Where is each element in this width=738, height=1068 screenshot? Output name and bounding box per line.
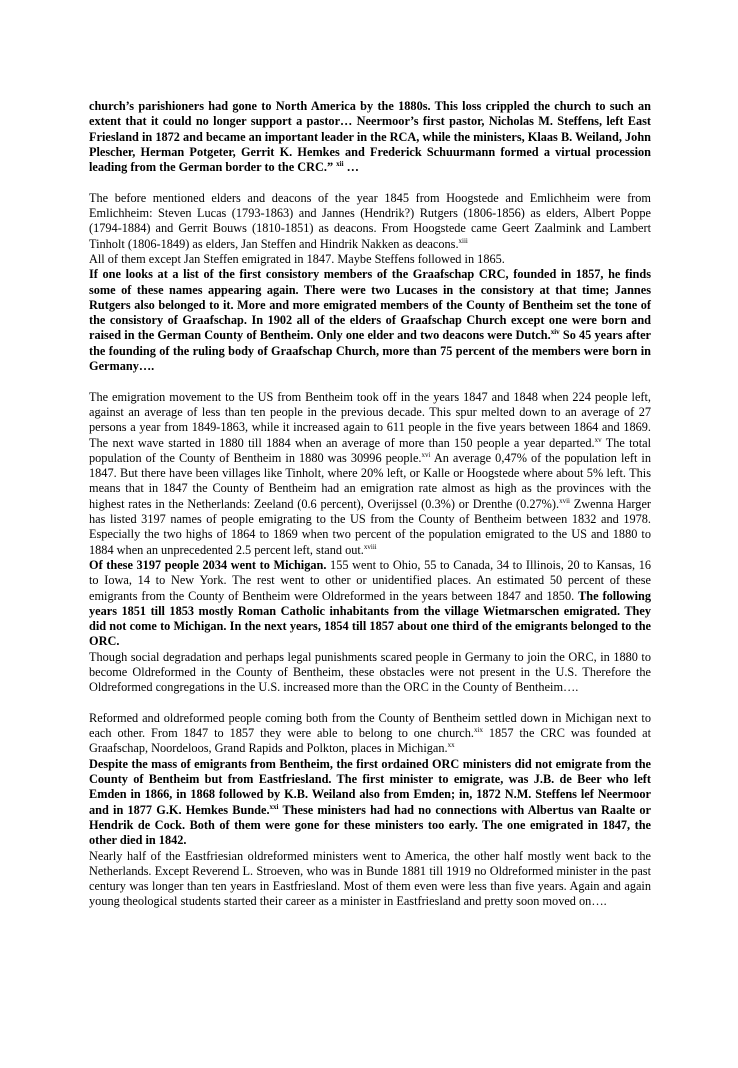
- text-run: 1857 the CRC was founded at Graafschap, Noordeloos, Grand Rapids and Polkton, places in Michigan.: [89, 726, 651, 756]
- text-run: The emigration movement to the US from Bentheim took off in the years 1847 and 1848 when 224 people left, against an average of less than ten people in the previous decade. This spur melted down to an average of 27 persons a year from 1849-1863, while it increased again to 611 people in the five years between 1864 and 1869. The next wave started in 1880 till 1884 when an average of more than 150 people a year departed.: [89, 389, 651, 450]
- paragraph-eastfriesian-ministers: [89, 849, 651, 910]
- paragraph-gap: [89, 175, 651, 190]
- footnote-marker: xiv: [550, 328, 560, 337]
- text-run: The before mentioned elders and deacons of the year 1845 from Hoogstede and Emlichheim were from Emlichheim: Steven Lucas (1793-1863) and Jannes (Hendrik?) Rutgers (1806-1856) as elders, Albert Poppe (1794-1884) and Gerrit Bouws (1810-1851) as deacons. From Hoogstede came Geert Zaalmink and Lambert Tinholt (1806-1849) as elders, Jan Steffen and Hindrik Nakken as deacons.: [89, 190, 651, 251]
- paragraph-gap: [89, 374, 651, 389]
- paragraph-quote-end: [89, 99, 651, 175]
- footnote-marker: xxi: [269, 802, 279, 811]
- text-run: The following years 1851 till 1853 mostly Roman Catholic inhabitants from the village Wietmarschen emigrated. They did not come to Michigan. In the next years, 1854 till 1857 about one third of the emigrants belonged to the ORC.: [89, 588, 651, 649]
- footnote-marker: xviii: [363, 542, 377, 551]
- footnote-marker: xiii: [458, 236, 468, 245]
- footnote-marker: xix: [474, 726, 483, 735]
- footnote-marker: xii: [336, 160, 344, 169]
- text-run: If one looks at a list of the first consistory members of the Graafschap CRC, founded in 1857, he finds some of these names appearing again. There were two Lucases in the consistory at that time; Jannes Rutgers also belonged to it. More and more emigrated members of the County of Bentheim set the tone of the consistory of Graafschap. In 1902 all of the elders of Graafschap Church except one were born and raised in the German County of Bentheim. Only one elder and two deacons were Dutch.: [89, 267, 651, 343]
- paragraph-emigration-movement: [89, 390, 651, 558]
- footnote-marker: xvii: [559, 496, 570, 505]
- text-run: Despite the mass of emigrants from Bentheim, the first ordained ORC ministers did not emigrate from the County of Bentheim but from Eastfriesland. The first minister to emigrate, was J.B. de Beer who left Emden in 1866, in 1868 followed by K.B. Weiland also from Emden; in, 1872 N.M. Steffens lef Neermoor and in 1877 G.K. Hemkes Bunde.: [89, 756, 651, 817]
- document-page: [89, 99, 651, 910]
- text-run: All of them except Jan Steffen emigrated in 1847. Maybe Steffens followed in 1865.: [89, 251, 505, 266]
- text-run: Nearly half of the Eastfriesian oldreformed ministers went to America, the other half mostly went back to the Netherlands. Except Reverend L. Stroeven, who was in Bunde 1881 till 1919 no Oldreformed minister in the past century was longer than ten years in Eastfriesland. Most of them even were less than five years. Again and again young theological students started their career as a minister in Eastfriesland and pretty soon moved on….: [89, 848, 651, 909]
- text-run: …: [343, 160, 359, 175]
- text-run: These ministers had had no connections with Albertus van Raalte or Hendrik de Cock. Both of them were gone for these ministers too early. The one emigrated in 1847, the other died in 1842.: [89, 802, 651, 848]
- text-run: An average 0,47% of the population left in 1847. But there have been villages like Tinholt, where 20% left, or Kalle or Hoogstede where about 5% left. This means that in 1847 the County of Bentheim had an emigration rate almost as high as the provinces with the highest rates in the Netherlands: Zeeland (0.6 percent), Overijssel (0.3%) or Drenthe (0.27%).: [89, 450, 651, 511]
- footnote-marker: xv: [594, 435, 602, 444]
- text-run: 155 went to Ohio, 55 to Canada, 34 to Illinois, 20 to Kansas, 16 to Iowa, 14 to New York. The rest went to other or unidentified places. An estimated 50 percent of these emigrants from the County of Bentheim were Oldreformed in the years between 1847 and 1850.: [89, 557, 651, 603]
- text-run: Reformed and oldreformed people coming both from the County of Bentheim settled down in Michigan next to each other. From 1847 to 1857 they were able to belong to one church.: [89, 710, 651, 741]
- text-run: Zwenna Harger has listed 3197 names of people emigrating to the US from the County of Bentheim between 1832 and 1978. Especially the two highs of 1864 to 1869 when two percent of the population emigrated to the US and 1880 to 1884 when an unprecedented 2.5 percent left, stand out.: [89, 496, 651, 557]
- paragraph-graafschap-consistory: [89, 267, 651, 374]
- paragraph-emigrated-1847: [89, 252, 651, 267]
- footnote-marker: xx: [447, 741, 455, 750]
- text-run: Though social degradation and perhaps legal punishments scared people in Germany to join the ORC, in 1880 to become Oldreformed in the County of Bentheim, these obstacles were not present in the U.S. Therefore the Oldreformed congregations in the U.S. increased more than the ORC in the County of Bentheim….: [89, 649, 651, 695]
- footnote-marker: xvi: [421, 450, 431, 459]
- paragraph-social-degradation: [89, 650, 651, 696]
- paragraph-michigan-destinations: [89, 558, 651, 650]
- paragraph-elders-deacons: [89, 191, 651, 252]
- paragraph-gap: [89, 696, 651, 711]
- text-run: church’s parishioners had gone to North America by the 1880s. This loss crippled the church to such an extent that it could no longer support a pastor… Neermoor’s first pastor, Nicholas M. Steffens, left East Friesland in 1872 and became an important leader in the RCA, while the ministers, Klaas B. Weiland, John Plescher, Herman Potgeter, Gerrit K. Hemkes and Frederick Schuurmann formed a virtual procession leading from the German border to the CRC.”: [89, 99, 651, 175]
- paragraph-reformed-michigan: [89, 711, 651, 757]
- text-run: The total population of the County of Bentheim in 1880 was 30996 people.: [89, 435, 651, 465]
- text-run: Of these 3197 people 2034 went to Michigan.: [89, 557, 327, 572]
- text-run: So 45 years after the founding of the ruling body of Graafschap Church, more than 75 percent of the members were born in Germany….: [89, 328, 651, 374]
- paragraph-orc-ministers: [89, 757, 651, 849]
